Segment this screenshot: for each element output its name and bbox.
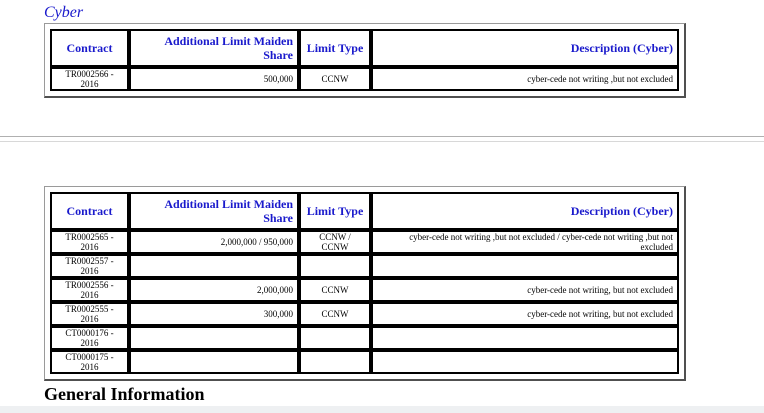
cell-additional-limit: 500,000 [130,68,298,90]
cell-description: cyber-cede not writing, but not excluded [372,303,678,325]
cell-additional-limit [130,351,298,373]
cell-limit-type: CCNW [300,68,370,90]
cell-additional-limit: 300,000 [130,303,298,325]
table-row [51,68,678,90]
header-contract: Contract [51,30,128,66]
cell-additional-limit: 2,000,000 / 950,000 [130,231,298,253]
header-description: Description (Cyber) [372,30,678,66]
section-title-cyber: Cyber [44,4,84,21]
general-information-heading: General Information [44,384,205,404]
header-limit-type: Limit Type [300,193,370,229]
cell-additional-limit [130,327,298,349]
cell-description [372,255,678,277]
cell-limit-type: CCNW / CCNW [300,231,370,253]
table-row [51,351,678,373]
cell-description [372,351,678,373]
cell-contract: TR0002566 - 2016 [51,68,128,90]
cell-limit-type [300,327,370,349]
header-additional-limit: Additional Limit Maiden Share [130,193,298,229]
cell-contract: CT0000175 - 2016 [51,351,128,373]
header-limit-type: Limit Type [300,30,370,66]
table-row [51,327,678,349]
cyber-table-2 [44,186,686,381]
cell-contract: TR0002556 - 2016 [51,279,128,301]
bottom-strip [0,406,764,413]
cell-limit-type: CCNW [300,303,370,325]
cell-limit-type: CCNW [300,279,370,301]
table-row [51,255,678,277]
cell-description: cyber-cede not writing ,but not excluded / cyber-cede not writing ,but not excluded [372,231,678,253]
cell-additional-limit: 2,000,000 [130,279,298,301]
header-contract: Contract [51,193,128,229]
cell-limit-type [300,351,370,373]
horizontal-divider [0,136,764,142]
cyber-table-1 [44,23,686,98]
header-additional-limit: Additional Limit Maiden Share [130,30,298,66]
cell-description [372,327,678,349]
cell-contract: TR0002565 - 2016 [51,231,128,253]
cell-description: cyber-cede not writing ,but not excluded [372,68,678,90]
cell-contract: TR0002555 - 2016 [51,303,128,325]
header-description: Description (Cyber) [372,193,678,229]
cell-limit-type [300,255,370,277]
table-row [51,231,678,253]
cell-description: cyber-cede not writing, but not excluded [372,279,678,301]
table-row [51,279,678,301]
cell-contract: TR0002557 - 2016 [51,255,128,277]
cell-additional-limit [130,255,298,277]
cell-contract: CT0000176 - 2016 [51,327,128,349]
table-row [51,303,678,325]
